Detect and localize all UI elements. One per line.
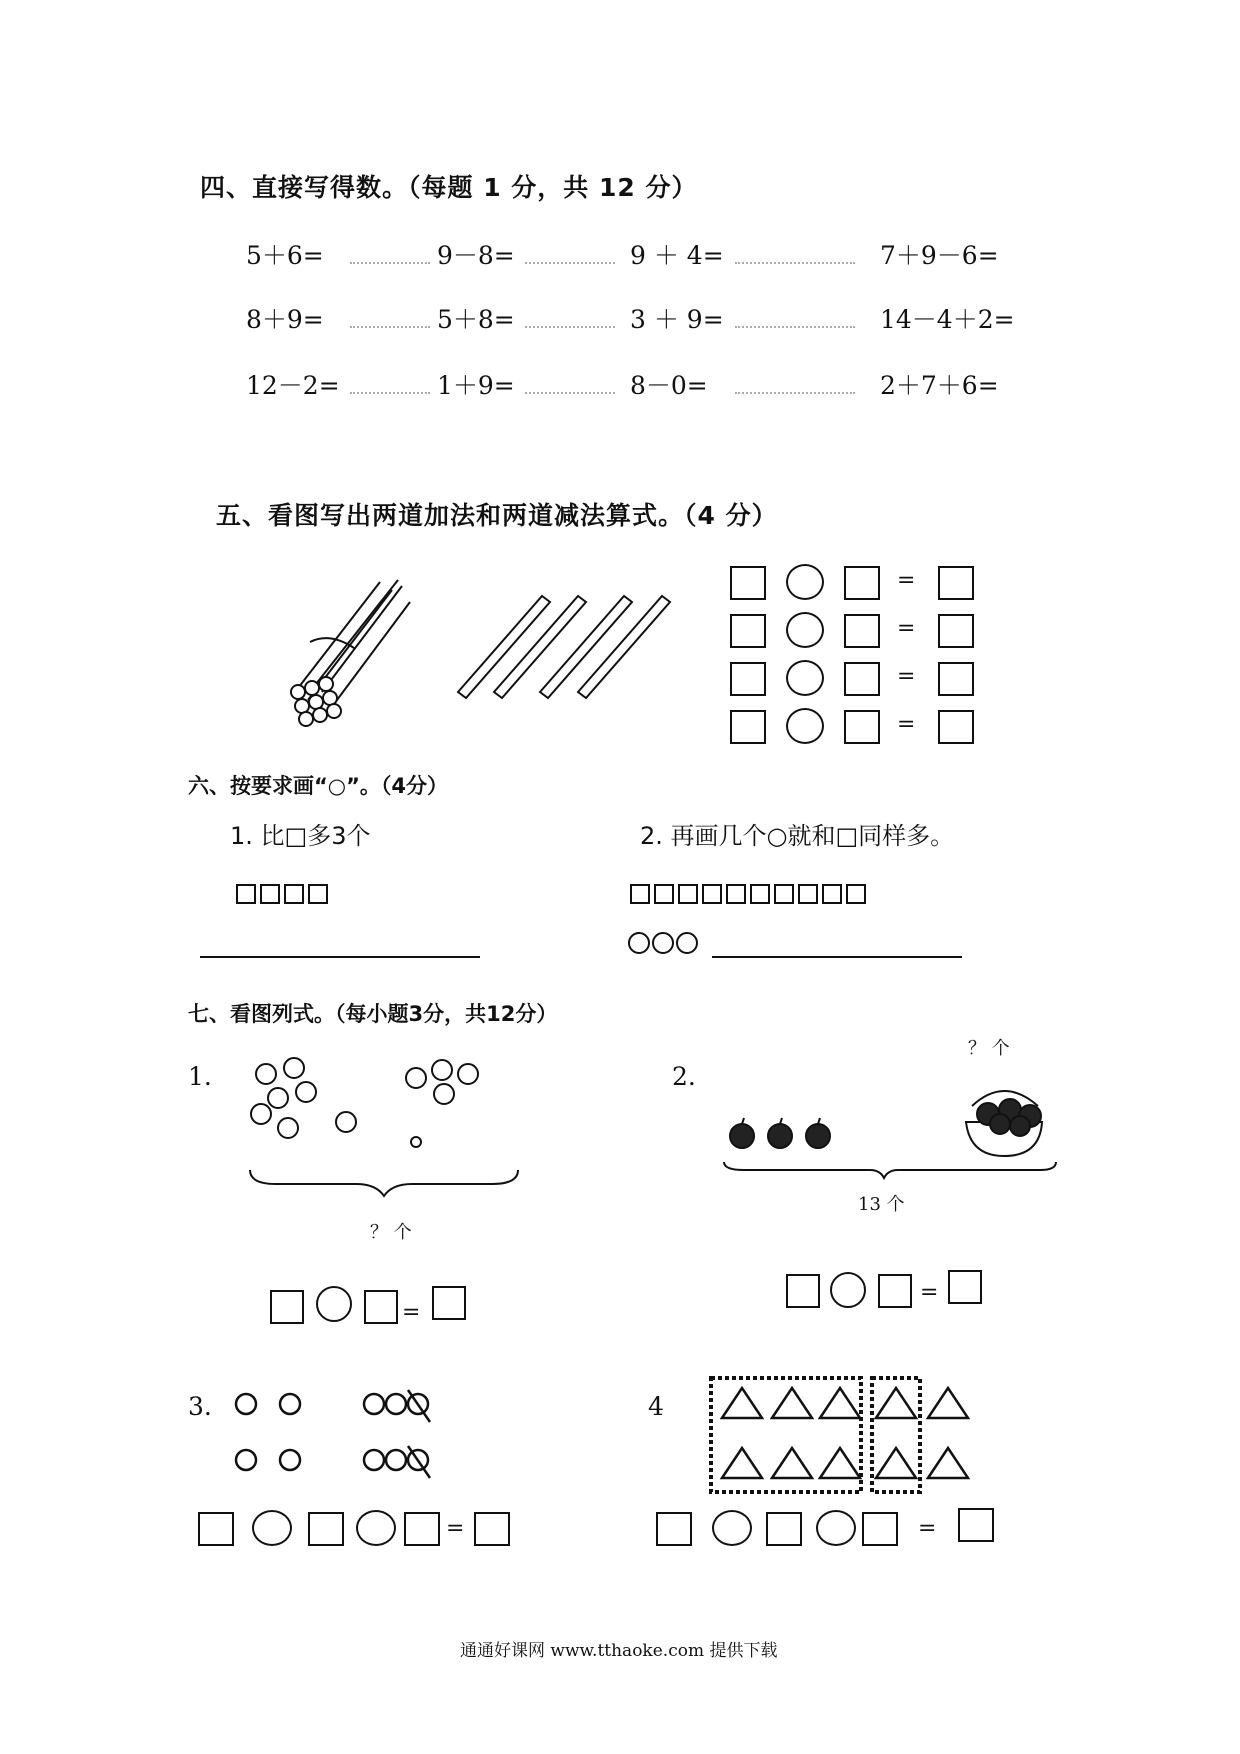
- answer-box[interactable]: [958, 1508, 994, 1542]
- answer-box[interactable]: [766, 1512, 802, 1546]
- answer-blank[interactable]: [735, 392, 855, 394]
- answer-box[interactable]: [938, 710, 974, 744]
- answer-box[interactable]: [730, 662, 766, 696]
- answer-blank[interactable]: [350, 392, 430, 394]
- equals-sign: =: [446, 1516, 465, 1541]
- operator-circle[interactable]: [316, 1286, 352, 1322]
- square-shape: [750, 884, 770, 904]
- answer-box[interactable]: [308, 1512, 344, 1546]
- answer-box[interactable]: [270, 1290, 304, 1324]
- square-shape: [846, 884, 866, 904]
- answer-blank[interactable]: [735, 262, 855, 264]
- equals-sign: =: [918, 1516, 937, 1541]
- operator-circle[interactable]: [830, 1272, 866, 1308]
- square-shape: [630, 884, 650, 904]
- answer-box[interactable]: [432, 1286, 466, 1320]
- circle-shape: [628, 932, 650, 954]
- operator-circle[interactable]: [786, 708, 824, 744]
- equals-sign: =: [897, 712, 916, 737]
- expr-2-3: 3 ＋ 9=: [630, 305, 724, 334]
- answer-box[interactable]: [844, 710, 880, 744]
- circle-shape: [652, 932, 674, 954]
- answer-box[interactable]: [474, 1512, 510, 1546]
- answer-blank[interactable]: [525, 392, 615, 394]
- section6-title: 六、按要求画“○”。（4分）: [188, 774, 449, 798]
- expr-3-1: 12－2=: [246, 371, 340, 400]
- answer-box[interactable]: [786, 1274, 820, 1308]
- operator-circle[interactable]: [252, 1510, 292, 1546]
- section7-q1-number: 1.: [188, 1062, 212, 1091]
- answer-box[interactable]: [730, 710, 766, 744]
- section7-title: 七、看图列式。（每小题3分，共12分）: [188, 1002, 558, 1026]
- answer-box[interactable]: [878, 1274, 912, 1308]
- answer-box[interactable]: [198, 1512, 234, 1546]
- section5-title: 五、看图写出两道加法和两道减法算式。（4 分）: [216, 501, 778, 530]
- answer-box[interactable]: [862, 1512, 898, 1546]
- expr-1-4: 7＋9－6=: [880, 241, 999, 270]
- footer-text: 通通好课网 www.tthaoke.com 提供下载: [460, 1641, 778, 1661]
- section6-q2: 2. 再画几个○就和□同样多。: [640, 822, 955, 850]
- expr-2-2: 5＋8=: [437, 305, 515, 334]
- answer-blank[interactable]: [735, 326, 855, 328]
- q1-answer-line[interactable]: [200, 956, 480, 958]
- expr-3-2: 1＋9=: [437, 371, 515, 400]
- answer-blank[interactable]: [350, 326, 430, 328]
- operator-circle[interactable]: [712, 1510, 752, 1546]
- equals-sign: =: [897, 568, 916, 593]
- square-shape: [678, 884, 698, 904]
- operator-circle[interactable]: [786, 564, 824, 600]
- answer-box[interactable]: [938, 614, 974, 648]
- children-playing-image: [236, 1052, 536, 1172]
- operator-circle[interactable]: [356, 1510, 396, 1546]
- expr-2-4: 14－4＋2=: [880, 305, 1015, 334]
- expr-2-1: 8＋9=: [246, 305, 324, 334]
- answer-blank[interactable]: [525, 326, 615, 328]
- circles-crossed-image: [232, 1388, 462, 1488]
- square-shape: [284, 884, 304, 904]
- equals-sign: =: [402, 1300, 421, 1325]
- answer-box[interactable]: [844, 614, 880, 648]
- answer-box[interactable]: [404, 1512, 440, 1546]
- operator-circle[interactable]: [786, 660, 824, 696]
- equals-sign: =: [897, 616, 916, 641]
- q2-circles: [628, 932, 700, 958]
- square-shape: [654, 884, 674, 904]
- answer-box[interactable]: [730, 566, 766, 600]
- circle-shape: [676, 932, 698, 954]
- operator-circle[interactable]: [786, 612, 824, 648]
- section7-q2-number: 2.: [672, 1062, 696, 1091]
- square-shape: [798, 884, 818, 904]
- square-shape: [260, 884, 280, 904]
- section4-title: 四、直接写得数。（每题 1 分，共 12 分）: [200, 173, 698, 202]
- answer-box[interactable]: [938, 662, 974, 696]
- equals-sign: =: [920, 1280, 939, 1305]
- answer-box[interactable]: [730, 614, 766, 648]
- square-shape: [702, 884, 722, 904]
- operator-circle[interactable]: [816, 1510, 856, 1546]
- apples-basket-image: [720, 1066, 1060, 1176]
- expr-1-1: 5＋6=: [246, 241, 324, 270]
- q2-squares: [630, 884, 870, 908]
- square-shape: [774, 884, 794, 904]
- equals-sign: =: [897, 664, 916, 689]
- expr-3-4: 2＋7＋6=: [880, 371, 999, 400]
- q2-question-label: ？ 个: [968, 1038, 1010, 1059]
- q1-squares: [236, 884, 332, 908]
- stick-bundle-image: [270, 572, 420, 732]
- answer-blank[interactable]: [350, 262, 430, 264]
- expr-1-2: 9－8=: [437, 241, 515, 270]
- q1-question-label: ？ 个: [370, 1222, 412, 1243]
- square-shape: [236, 884, 256, 904]
- q2-answer-line[interactable]: [712, 956, 962, 958]
- square-shape: [726, 884, 746, 904]
- answer-box[interactable]: [844, 662, 880, 696]
- square-shape: [308, 884, 328, 904]
- q2-total-label: 13 个: [858, 1194, 905, 1215]
- section7-q4-number: 4: [648, 1392, 664, 1421]
- section7-q3-number: 3.: [188, 1392, 212, 1421]
- section6-q1: 1. 比□多3个: [230, 822, 371, 850]
- answer-box[interactable]: [656, 1512, 692, 1546]
- square-shape: [822, 884, 842, 904]
- answer-box[interactable]: [938, 566, 974, 600]
- expr-1-3: 9 ＋ 4=: [630, 241, 724, 270]
- answer-box[interactable]: [844, 566, 880, 600]
- answer-box[interactable]: [948, 1270, 982, 1304]
- answer-box[interactable]: [364, 1290, 398, 1324]
- answer-blank[interactable]: [525, 262, 615, 264]
- expr-3-3: 8－0=: [630, 371, 708, 400]
- triangles-grouped-image: [708, 1374, 978, 1496]
- loose-sticks-image: [450, 588, 670, 708]
